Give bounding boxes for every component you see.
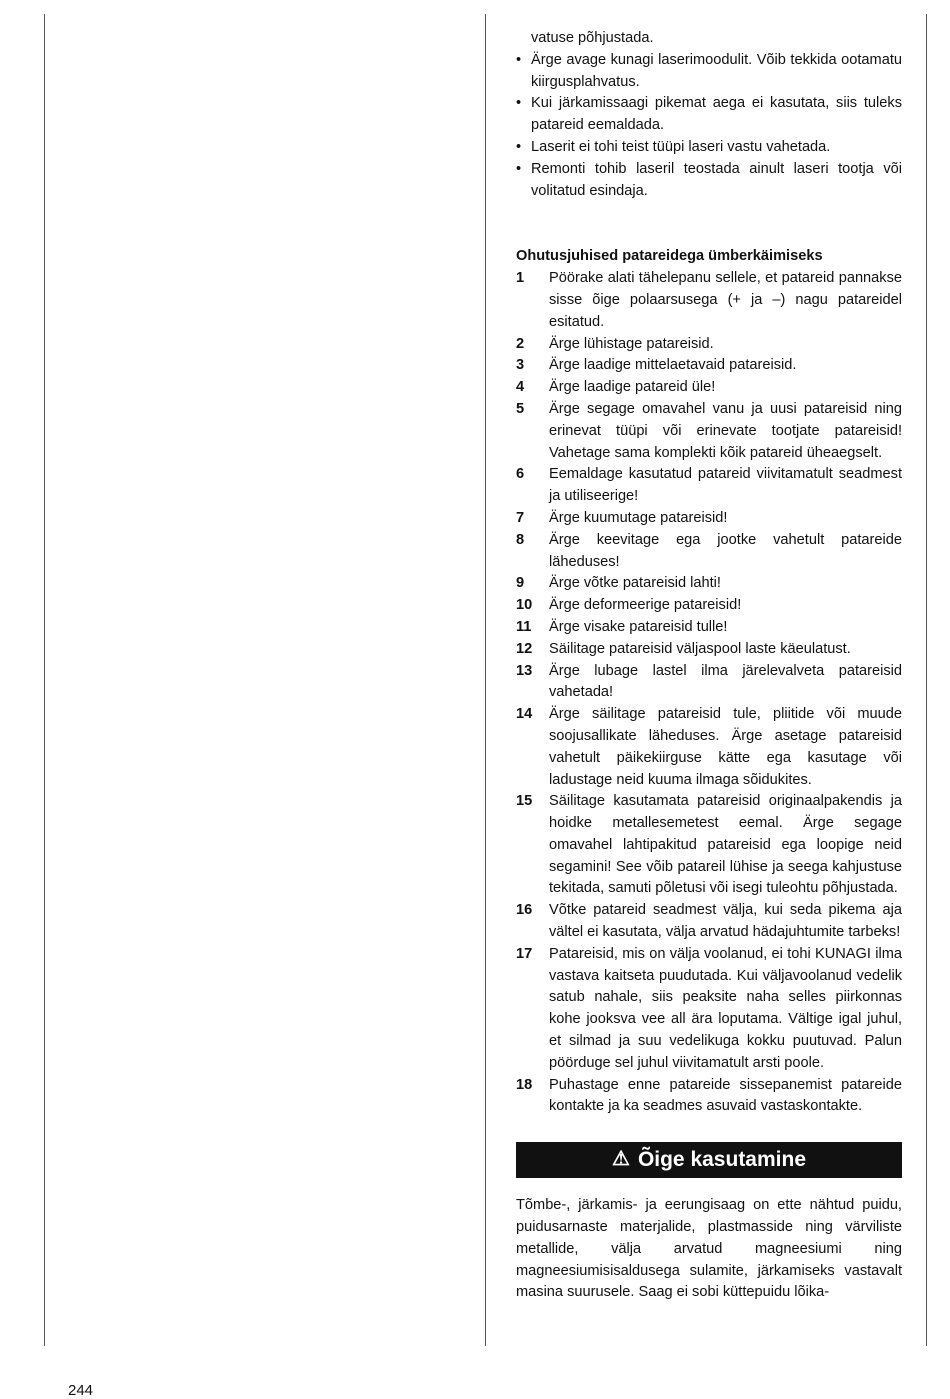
bullet-text: Laserit ei tohi teist tüüpi laseri vastu vahetada. (531, 138, 831, 155)
item-text: Ärge laadige patareid üle! (549, 379, 716, 396)
item-number: 7 (516, 509, 525, 526)
list-item (516, 399, 902, 464)
item-number: 9 (516, 575, 525, 592)
item-text: Ärge keevitage ega jootke vahetult patareide läheduses! (549, 531, 902, 570)
list-item (516, 530, 902, 574)
item-text: Ärge võtke patareisid lahti! (549, 575, 721, 592)
warning-triangle-icon: ⚠ (612, 1148, 630, 1171)
list-item (516, 355, 902, 377)
banner-title: Õige kasutamine (637, 1148, 806, 1172)
list-item (516, 377, 902, 399)
battery-instruction-list (516, 268, 902, 1118)
item-text: Pöörake alati tähelepanu sellele, et patareid pannakse sisse õige polaarsusega (+ ja –) nagu patareidel esitatud. (549, 270, 902, 330)
item-number: 17 (516, 945, 533, 962)
proper-use-section (516, 1142, 902, 1304)
item-number: 11 (516, 618, 532, 635)
item-number: 18 (516, 1076, 533, 1093)
list-item (516, 595, 902, 617)
item-number: 10 (516, 597, 533, 614)
list-item (516, 464, 902, 508)
bullet-dot-icon: • (516, 51, 522, 68)
item-number: 14 (516, 706, 533, 723)
list-item (516, 508, 902, 530)
left-margin-rule (44, 14, 45, 1346)
item-text: Ärge lubage lastel ilma järelevalveta patareisid vahetada! (549, 662, 902, 701)
bullet-item (516, 137, 902, 159)
item-text: Ärge segage omavahel vanu ja uusi patareisid ning erinevat tüüpi või erinevate tootjate patareisid! Vahetage sama komplekti kõik patareid üheaegselt. (549, 400, 902, 461)
list-item (516, 900, 902, 944)
item-text: Võtke patareid seadmest välja, kui seda pikema aja vältel ei kasutata, välja arvatud hädajuhtumite tarbeks! (549, 902, 902, 941)
list-item (516, 573, 902, 595)
bullet-dot-icon: • (516, 160, 522, 177)
list-item (516, 334, 902, 356)
list-item (516, 1075, 902, 1119)
proper-use-paragraph: Tõmbe-, järkamis- ja eerungisaag on ette nähtud puidu, puidusarnaste materjalide, plastmasside ning värviliste metallide, välja arvatud magneesiumi ning magneesiumisisaldusega sulamite, järkamiseks vastavalt masina suurusele. Saag ei sobi küttepuidu lõika- (516, 1197, 902, 1301)
list-item (516, 944, 902, 1075)
item-number: 13 (516, 662, 533, 679)
item-number: 8 (516, 531, 525, 548)
bullet-dot-icon: • (516, 95, 522, 112)
page-number: 244 (68, 1382, 94, 1399)
bullet-text: Ärge avage kunagi laserimoodulit. Võib tekkida ootamatu kiirgusplahvatus. (531, 51, 902, 90)
item-text: Puhastage enne patareide sissepanemist patareide kontakte ja ka seadmes asuvaid vastaskontakte. (549, 1076, 902, 1115)
item-text: Eemaldage kasutatud patareid viivitamatult seadmest ja utiliseerige! (549, 466, 902, 505)
bullet-item (516, 159, 902, 203)
continuation-text: vatuse põhjustada. (531, 30, 654, 46)
item-number: 4 (516, 379, 525, 396)
list-item (516, 791, 902, 900)
item-number: 16 (516, 902, 533, 919)
list-item (516, 617, 902, 639)
item-number: 12 (516, 640, 533, 657)
battery-safety-section (516, 246, 902, 1118)
list-item (516, 704, 902, 791)
item-number: 5 (516, 400, 525, 417)
bullet-text: Remonti tohib laseril teostada ainult laseri tootja või volitatud esindaja. (531, 160, 902, 199)
item-text: Ärge kuumutage patareisid! (549, 509, 728, 526)
list-item (516, 268, 902, 333)
list-item (516, 639, 902, 661)
item-number: 15 (516, 793, 533, 810)
laser-safety-section (516, 28, 902, 202)
bullet-item (516, 50, 902, 94)
bullet-dot-icon: • (516, 138, 522, 155)
item-text: Säilitage kasutamata patareisid originaalpakendis ja hoidke metallesemetest eemal. Ärge segage omavahel lahtipakitud patareisid ega loopige neid segamini! See võib patareil lühise ja seega kahjustuse tekitada, samuti põletusi või isegi tuleohtu põhjustada. (549, 793, 902, 897)
right-text-column (516, 28, 902, 1304)
list-item (516, 661, 902, 705)
item-text: Ärge lühistage patareisid. (549, 335, 714, 352)
item-number: 2 (516, 335, 525, 352)
item-text: Patareisid, mis on välja voolanud, ei tohi KUNAGI ilma vastava kaitseta puudutada. Kui väljavoolanud vedelik satub nahale, siis peaksite naha selles piirkonnas kohe jooksva vee all ära loputama. Vältige igal juhul, et silmad ja suu vedelikuga kokku puutuvad. Palun pöörduge sel juhul viivitamatult arsti poole. (549, 945, 902, 1071)
item-number: 6 (516, 466, 525, 483)
item-text: Ärge säilitage patareisid tule, pliitide või muude soojusallikate läheduses. Ärge asetage patareisid vahetult päikekiirguse kätte ega kasutage või ladustage neid kuuma ilmaga sõidukites. (549, 706, 902, 788)
right-margin-rule (926, 14, 927, 1346)
bullet-text: Kui järkamissaagi pikemat aega ei kasutata, siis tuleks patareid eemaldada. (531, 95, 902, 134)
bullet-item (516, 93, 902, 137)
column-divider-rule (485, 14, 486, 1346)
item-text: Ärge laadige mittelaetavaid patareisid. (549, 357, 797, 374)
item-text: Ärge deformeerige patareisid! (549, 597, 742, 614)
item-text: Ärge visake patareisid tulle! (549, 618, 728, 635)
section-banner (516, 1142, 902, 1178)
item-number: 3 (516, 357, 525, 374)
item-text: Säilitage patareisid väljaspool laste käeulatust. (549, 640, 851, 657)
item-number: 1 (516, 270, 525, 287)
section-heading: Ohutusjuhised patareidega ümberkäimiseks (516, 248, 823, 265)
laser-bullet-list (516, 50, 902, 203)
